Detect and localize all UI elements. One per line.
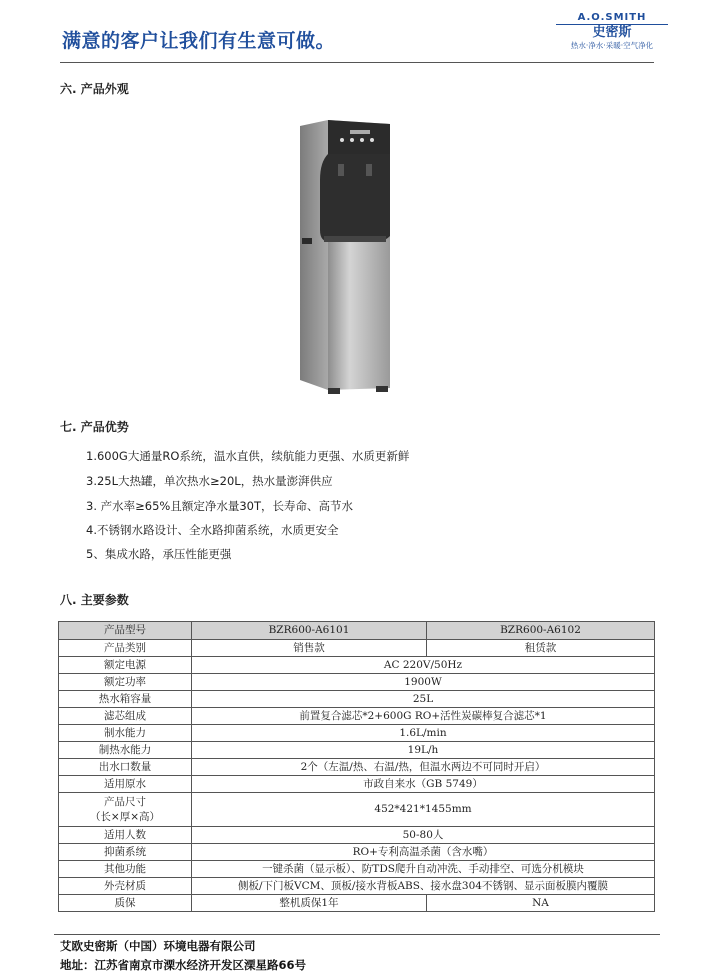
spec-label: 抑菌系统 xyxy=(59,844,192,861)
advantage-item: 1.600G大通量RO系统，温水直供，续航能力更强、水质更新鲜 xyxy=(86,449,410,463)
table-row xyxy=(59,742,655,759)
table-row xyxy=(59,844,655,861)
water-dispenser-image xyxy=(280,110,420,400)
spec-value: 前置复合滤芯*2+600G RO+活性炭碳棒复合滤芯*1 xyxy=(192,708,655,725)
table-row xyxy=(59,674,655,691)
section-title-advantages: 七. 产品优势 xyxy=(60,420,129,434)
spec-value: 50-80人 xyxy=(192,827,655,844)
spec-value: 1.6L/min xyxy=(192,725,655,742)
advantage-item: 3. 产水率≥65%且额定净水量30T，长寿命、高节水 xyxy=(86,499,353,513)
spec-label: 制水能力 xyxy=(59,725,192,742)
table-row xyxy=(59,622,655,640)
table-row xyxy=(59,861,655,878)
model-b: BZR600-A6102 xyxy=(427,622,655,640)
spec-value: 销售款 xyxy=(192,640,427,657)
table-row xyxy=(59,895,655,912)
spec-value: 1900W xyxy=(192,674,655,691)
spec-value: RO+专利高温杀菌（含水嘴） xyxy=(192,844,655,861)
table-row xyxy=(59,640,655,657)
footer-address: 地址：江苏省南京市溧水经济开发区溧星路66号 xyxy=(60,958,307,972)
table-row xyxy=(59,708,655,725)
table-row xyxy=(59,657,655,674)
spec-label: 其他功能 xyxy=(59,861,192,878)
spec-value: AC 220V/50Hz xyxy=(192,657,655,674)
advantage-item: 5、集成水路，承压性能更强 xyxy=(86,547,232,561)
slogan: 满意的客户让我们有生意可做。 xyxy=(62,30,336,52)
logo-tagline: 热水·净水·采暖·空气净化 xyxy=(570,41,654,50)
spec-value: 租赁款 xyxy=(427,640,655,657)
footer-divider xyxy=(54,934,660,935)
spec-label: 质保 xyxy=(59,895,192,912)
section-title-appearance: 六. 产品外观 xyxy=(60,82,129,96)
spec-label: 产品类别 xyxy=(59,640,192,657)
size-label-line2: （长×厚×高） xyxy=(89,810,161,823)
spec-label: 适用原水 xyxy=(59,776,192,793)
section-title-params: 八. 主要参数 xyxy=(60,593,129,607)
page-header xyxy=(0,0,720,66)
table-row xyxy=(59,827,655,844)
spec-label: 额定功率 xyxy=(59,674,192,691)
table-row xyxy=(59,878,655,895)
spec-label xyxy=(59,793,192,827)
spec-value: 侧板/下门板VCM、顶板/接水背板ABS、接水盘304不锈钢、显示面板膜内覆膜 xyxy=(192,878,655,895)
advantage-item: 3.25L大热罐，单次热水≥20L，热水量澎湃供应 xyxy=(86,474,333,488)
spec-value: 一键杀菌（显示板）、防TDS爬升自动冲洗、手动排空、可选分机模块 xyxy=(192,861,655,878)
spec-label: 制热水能力 xyxy=(59,742,192,759)
logo-en: A.O.SMITH xyxy=(556,12,668,25)
advantage-item: 4.不锈钢水路设计、全水路抑菌系统，水质更安全 xyxy=(86,523,339,537)
spec-value: 25L xyxy=(192,691,655,708)
spec-label: 热水箱容量 xyxy=(59,691,192,708)
spec-label: 适用人数 xyxy=(59,827,192,844)
spec-value: 市政自来水（GB 5749） xyxy=(192,776,655,793)
model-a: BZR600-A6101 xyxy=(192,622,427,640)
logo-cn: 史密斯 xyxy=(592,25,632,40)
spec-value: 19L/h xyxy=(192,742,655,759)
spec-value: 2个（左温/热、右温/热，但温水两边不可同时开启） xyxy=(192,759,655,776)
table-row xyxy=(59,776,655,793)
spec-table xyxy=(58,621,655,912)
spec-label: 出水口数量 xyxy=(59,759,192,776)
table-row xyxy=(59,691,655,708)
spec-label: 外壳材质 xyxy=(59,878,192,895)
brand-logo xyxy=(556,12,668,56)
table-row xyxy=(59,759,655,776)
table-row xyxy=(59,725,655,742)
table-row xyxy=(59,793,655,827)
spec-value: NA xyxy=(427,895,655,912)
spec-value: 整机质保1年 xyxy=(192,895,427,912)
spec-label: 额定电源 xyxy=(59,657,192,674)
footer-company: 艾欧史密斯（中国）环境电器有限公司 xyxy=(60,939,256,953)
spec-value: 452*421*1455mm xyxy=(192,793,655,827)
header-divider xyxy=(60,62,654,63)
size-label-line1: 产品尺寸 xyxy=(104,795,146,808)
spec-label: 滤芯组成 xyxy=(59,708,192,725)
spec-label: 产品型号 xyxy=(59,622,192,640)
